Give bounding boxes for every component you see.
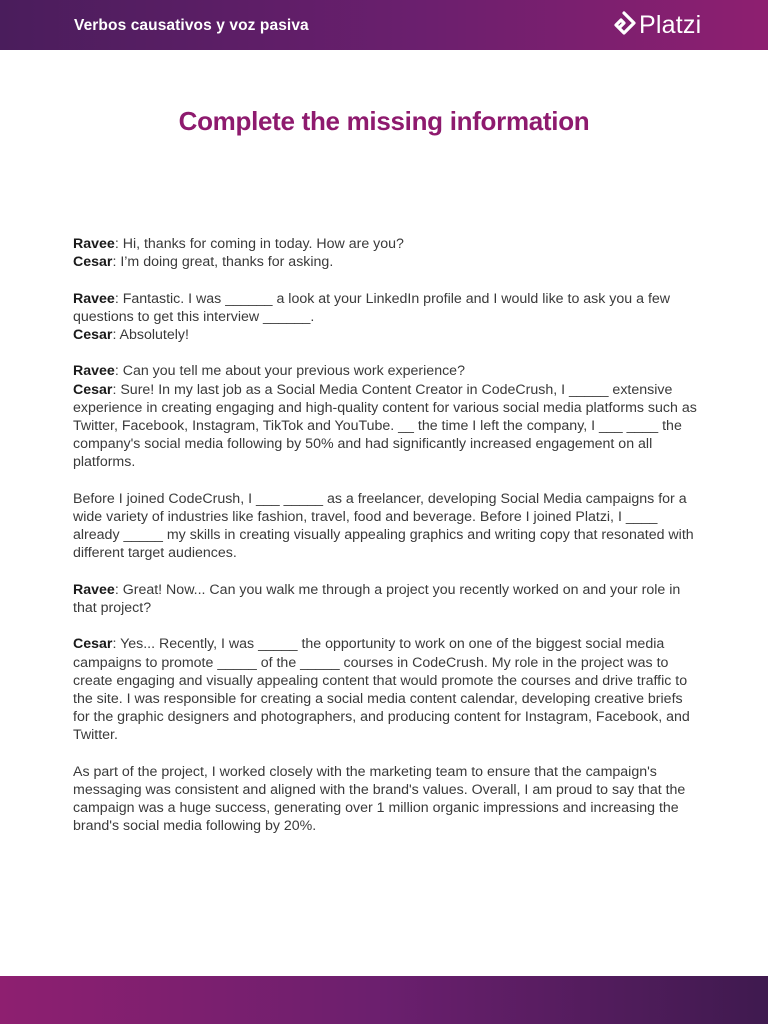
speaker-name: Ravee xyxy=(73,363,115,380)
dialogue-block-1 xyxy=(73,235,698,271)
dialogue-block-2 xyxy=(73,290,698,345)
footer-bar xyxy=(0,976,768,1024)
dialogue-block-3 xyxy=(73,362,698,471)
dialogue-text: : I’m doing great, thanks for asking. xyxy=(112,254,334,271)
logo-text: Platzi xyxy=(639,10,702,39)
speaker-name: Cesar xyxy=(73,254,113,271)
dialogue-text: : Can you tell me about your previous work experience? xyxy=(114,363,465,380)
page-title: Complete the missing information xyxy=(178,106,590,136)
dialogue-text: : Hi, thanks for coming in today. How are you? xyxy=(114,236,404,252)
dialogue-body xyxy=(73,235,698,854)
dialogue-text: : Yes... Recently, I was _____ the opportunity to work on one of the biggest social media campaigns to promote _____ of the _____ courses in CodeCrush. My role in the project was to create engaging and visually appealing content that would promote the courses and drive traffic to the site. I was responsible for creating a social media content calendar, developing creative briefs for the graphic designers and photographers, and producing content for Instagram, Facebook, and Twitter. xyxy=(73,636,690,744)
platzi-logo xyxy=(612,10,701,40)
header-bar xyxy=(0,0,768,50)
paragraph-final: As part of the project, I worked closely with the marketing team to ensure that the campaign's messaging was consistent and aligned with the brand's values. Overall, I am proud to say that the campaign was a huge success, generating over 1 million organic impressions and increasing the brand's social media following by 20%. xyxy=(73,763,686,835)
platzi-logo-icon xyxy=(612,11,636,39)
dialogue-text: : Great! Now... Can you walk me through a project you recently worked on and your role in that project? xyxy=(73,581,681,616)
dialogue-text: : Sure! In my last job as a Social Media Content Creator in CodeCrush, I _____ extensive experience in creating engaging and high-quality content for various social media platforms such as Twitter, Facebook, Instagram, TikTok and YouTube. __ the time I left the company, I ___ ____ the company's social media following by 50% and had significantly increased engagement on all platforms. xyxy=(73,381,697,471)
dialogue-text: : Absolutely! xyxy=(112,327,189,343)
speaker-name: Cesar xyxy=(73,636,113,653)
dialogue-block-4 xyxy=(73,581,698,617)
speaker-name: Ravee xyxy=(73,236,115,252)
speaker-name: Ravee xyxy=(73,581,115,598)
speaker-name: Cesar xyxy=(73,381,113,398)
speaker-name: Ravee xyxy=(73,290,115,307)
speaker-name: Cesar xyxy=(73,327,113,343)
header-title: Verbos causativos y voz pasiva xyxy=(74,17,309,34)
dialogue-text: : Fantastic. I was ______ a look at your LinkedIn profile and I would like to ask you a few questions to get this interview ______. xyxy=(73,290,671,325)
paragraph-freelancer: Before I joined CodeCrush, I ___ _____ as a freelancer, developing Social Media campaigns for a wide variety of industries like fashion, travel, food and beverage. Before I joined Platzi, I ____ already _____ my skills in creating visually appealing graphics and writing copy that resonated with different target audiences. xyxy=(73,490,694,562)
dialogue-block-5 xyxy=(73,635,698,744)
